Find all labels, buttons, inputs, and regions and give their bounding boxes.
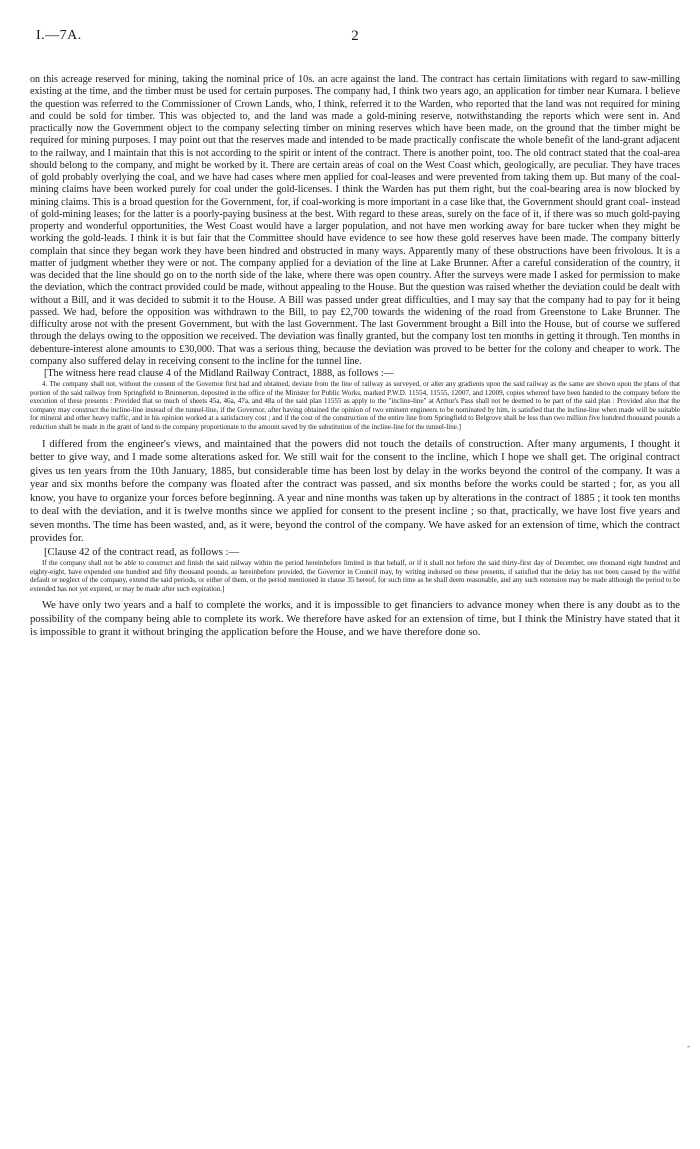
paragraph-3: We have only two years and a half to complete the works, and it is impossible to get financiers to advance money when there is any doubt as to the possibility of the company being able to complete its work. We therefore have asked for an extension of time, but I think the Ministry have stated that it is impossible to grant it without bringing the application before the House, and we have therefore done so.: [30, 600, 680, 639]
page-number: 2: [351, 28, 359, 44]
paper-reference: I.—7A.: [36, 28, 82, 43]
paragraph-2: I differed from the engineer's views, and maintained that the powers did not touch the details of construction. After many arguments, I thought it better to give way, and I made some alterations asked for. We still wait for the consent to the incline, which I hope we shall get. The original contract gives us ten years from the 10th January, 1885, but considerable time has been lost by delay in the works beyond the control of the company. It was a year and six months before the company was floated after the contract was passed, and six months before the works could be started ; for, as you all know, you have to organize your forces before beginning. A year and nine months was taken up by alterations in the contract of 1885 ; it took ten months to deal with the deviation, and it is twelve months since we applied for consent to the present incline ; so that, practically, we have lost five years and seven months. The time has been wasted, and, as it were, beyond the control of the company. We have asked for an extension of time, which the contract provides for.: [30, 438, 680, 545]
document-page: [30, 28, 680, 640]
margin-mark: -: [687, 1041, 690, 1051]
clause-4-intro: [The witness here read clause 4 of the Midland Railway Contract, 1888, as follows :—: [44, 368, 394, 379]
clause-42-quote: If the company shall not be able to construct and finish the said railway within the period hereinbefore limited in that behalf, or if it shall not before the said thirty-first day of December, one thousand eight hundred and eighty-eight, have expended one hundred and fifty thousand pounds, as hereinbefore provided, the Governor in Council may, by writing indorsed on these presents, if satisfied that the delay has not been caused by the wilful default or neglect of the company, extend the said periods, or either of them, or the period mentioned in clause 35 hereof, for such time as he shall deem reasonable, and any such extension may be made although the period to be extended has not yet expired, or may be made after such expiration.]: [30, 559, 680, 593]
page-header: [30, 28, 680, 52]
clause-4-quote: 4. The company shall not, without the consent of the Governor first had and obtained, deviate from the line of railway as surveyed, or alter any gradients upon the said railway as the same are shown upon the plans of that portion of the said railway from Springfield to Brunnerton, deposited in the office of the Minister for Public Works, marked P.W.D. 11554, 11555, 12007, and 12009, copies whereof have been handed to the company before the execution of these presents : Provided that so much of sheets 45a, 46a, 47a, and 48a of the said plan 11555 as apply to the "incline-line" at Arthur's Pass shall not be deemed to be part of the said plan : Provided also that the company may construct the incline-line instead of the tunnel-line, if the Governor, after having obtained the opinion of two eminent engineers to be nominated by him, is satisfied that the incline-line when made will be suitable for mineral and other heavy traffic, and in his opinion worked at a satisfactory cost ; and if the cost of the construction of the entire line from Springfield to Belgrove shall be less than two million five hundred thousand pounds a reduction shall be made in the grant of land to the company proportionate to the amount saved by the substitution of the incline-line for the tunnel-line.]: [30, 380, 680, 431]
clause-42-intro: [Clause 42 of the contract read, as follows :—: [44, 546, 240, 558]
paragraph-1: on this acreage reserved for mining, taking the nominal price of 10s. an acre against the land. The contract has certain limitations with regard to saw-milling existing at the time, and the timber must be used for certain purposes. The company had, I think two years ago, an application for timber near Kumara. I believe the question was referred to the Commissioner of Crown Lands, who, I think, referred it to the Warden, who reported that the land was not required for mining and could be sold for timber. This was objected to, and the land was made a gold-mining reserve, notwithstanding the reports which were sent in. And practically now the Government object to the company selecting timber on mining reserves which have been made, on the ground that the timber might be required for mining purposes. I may point out that the reserves made and intended to be made practically confiscate the whole benefit of the land-grant adjacent to the railway, and I maintain that this is not according to the spirit or intent of the contract. There is another point, too. The old contract stated that the coal-area should belong to the company, and might be worked by it. There are certain areas of coal on the West Coast which, geologically, are peculiar. They have traces of gold probably overlying the coal, and we have had cases where men applied for coal-leases and were prevented from taking them up. But many of the coal-mining claims have been worked purely for coal under the gold-licenses. I think the Warden has put them right, but the coal-bearing area is now blocked by mining claims. This is a broad question for the Government, for, if coal-working is more important in a case like that, the Government should grant coal- instead of gold-mining leases; for the latter is a poorly-paying business at the best. With regard to these areas, surely on the face of it, if there was so much gold-paying property and wonderful opportunities, the West Coast would have a larger population, and not have men working away for bare tucker when they might be working the gold-leads. I think it is but fair that the Committee should have evidence to see how these gold reserves have been made. The company bitterly complain that since they began work they have been hindred and obstructed in many ways. Apparently many of these obstructions have been frivolous. It is a matter of judgment whether they were or not. The company applied for a deviation of the line at Lake Brunner. After a careful consideration of the country, it was decided that the line should go on to the north side of the lake, where there was open country. After the surveys were made I asked for permission to make the deviation, which the contract provided could be made, without appealing to the House. But the question was raised whether the deviation could be dealt with without a Bill, and it was decided to submit it to the House. A Bill was passed under great difficulties, and I may say that the company had to pay for it being passed. We had, before the opposition was withdrawn to the Bill, to pay £2,700 towards the widening of the road from Greenstone to Lake Brunner. The difficulty arose not with the present Government, but with the last Government. The last Government brought a Bill into the House, but of course we suffered through the delays owing to the opposition we received. The deviation was finally granted, but the company lost ten months in getting it through. Ten months in debenture-interest alone amounts to £30,000. That was a serious thing, because the deviation was proved to be better for the colony and cheaper to work. The company also suffered delay in receiving consent to the incline for the tunnel line.: [30, 74, 680, 367]
